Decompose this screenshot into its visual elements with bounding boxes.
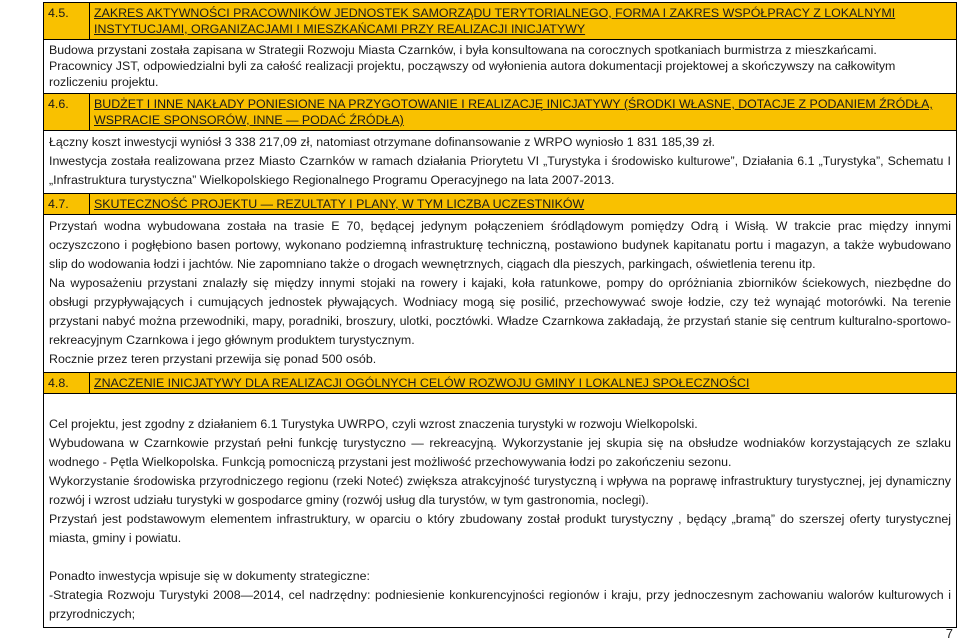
section-title: ZAKRES AKTYWNOŚCI PRACOWNIKÓW JEDNOSTEK SAMORZĄDU TERYTORIALNEGO, FORMA I ZAKRES WSPÓŁPRACY Z LOKALNYMI INSTYTUCJAMI, ORGANIZACJAMI I MIESZKAŃCAMI PRZY REALIZACJI INICJATYWY [90,3,957,40]
paragraph: Cel projektu, jest zgodny z działaniem 6.1 Turystyka UWRPO, czyli wzrost znaczenia turystyki w rozwoju Wielkopolski. [49,417,698,431]
section-number: 4.8. [44,373,90,394]
section-number: 4.7. [44,194,90,215]
section-title: SKUTECZNOŚĆ PROJEKTU — REZULTATY I PLANY, W TYM LICZBA UCZESTNIKÓW [90,194,957,215]
section-body [44,131,957,194]
page-number: 7 [945,626,953,641]
report-table [43,2,957,628]
paragraph: Wybudowana w Czarnkowie przystań pełni funkcję turystyczno — rekreacyjną. Wykorzystanie jej skupia się na obsłudze wodniaków korzystających ze szlaku wodnego - Pętla Wielkopolska. Funkcją pomocniczą przystani jest możliwość przechowywania łodzi po zakończeniu sezonu. [49,436,951,469]
paragraph: Budowa przystani została zapisana w Strategii Rozwoju Miasta Czarnków, i była konsultowana na corocznych spotkaniach burmistrza z mieszkańcami. [49,43,877,57]
section-body-row [44,131,957,194]
section-body-row [44,394,957,628]
section-body-row [44,215,957,373]
paragraph: Wykorzystanie środowiska przyrodniczego regionu (rzeki Noteć) zwiększa atrakcyjność turystyczną i wpływa na poprawę infrastruktury turystycznej, jej dynamiczny rozwój i wzrost udziału turystyki w gospodarce gminy (rozwój usług dla turystów, w tym gastronomia, noclegi). [49,474,951,507]
section-title: ZNACZENIE INICJATYWY DLA REALIZACJI OGÓLNYCH CELÓW ROZWOJU GMINY I LOKALNEJ SPOŁECZNOŚCI [90,373,957,394]
section-title: BUDŻET I INNE NAKŁADY PONIESIONE NA PRZYGOTOWANIE I REALIZACJĘ INICJATYWY (ŚRODKI WŁASNE, DOTACJE Z PODANIEM ŹRÓDŁA, WSPRACIE SPONSORÓW, INNE — PODAĆ ŹRÓDŁA) [90,94,957,131]
spacer [49,396,951,415]
section-number: 4.6. [44,94,90,131]
section-number: 4.5. [44,3,90,40]
section-body-row [44,40,957,94]
paragraph: Inwestycja została realizowana przez Miasto Czarnków w ramach działania Priorytetu VI „Turystyka i środowisko kulturowe”, Działania 6.1 „Turystyka”, Schematu I „Infrastruktura turystyczna” Wielkopolskiego Regionalnego Programu Operacyjnego na lata 2007-2013. [49,154,951,187]
paragraph: Przystań wodna wybudowana została na trasie E 70, będącej jedynym połączeniem śródlądowym pomiędzy Odrą i Wisłą. W trakcie prac między innymi oczyszczono i pogłębiono basen portowy, wykonano podziemną infrastrukturę techniczną, postawiono budynek kapitanatu portu i magazyn, a także wybudowano slip do wodowania łodzi i jachtów. Nie zapomniano także o drogach wewnętrznych, ciągach dla pieszych, parkingach, oświetlenia terenu itp. [49,219,951,271]
section-header-row [44,3,957,40]
section-header-row [44,94,957,131]
section-header-row [44,194,957,215]
paragraph: Na wyposażeniu przystani znalazły się między innymi stojaki na rowery i kajaki, koła ratunkowe, pompy do opróżniania zbiorników ściekowych, niezbędne do obsługi przypływających i cumujących jednostek pływających. Wodniacy mogą się posilić, przechowywać swoje łodzie, czy też wynająć motorówki. Na terenie przystani nabyć można przewodniki, mapy, poradniki, broszury, ulotki, pocztówki. Władze Czarnkowa zakładają, że przystań stanie się centrum kulturalno-sportowo-rekreacyjnym Czarnkowa i jego głównym produktem turystycznym. [49,276,951,347]
document-page [43,2,957,628]
section-header-row [44,373,957,394]
paragraph: Przystań jest podstawowym elementem infrastruktury, w oparciu o który zbudowany został produkt turystyczny , będący „bramą” do szerszej oferty turystycznej miasta, gminy i powiatu. [49,512,951,545]
paragraph: Łączny koszt inwestycji wyniósł 3 338 217,09 zł, natomiast otrzymane dofinansowanie z WRPO wyniosło 1 831 185,39 zł. [49,135,715,149]
paragraph: -Strategia Rozwoju Turystyki 2008—2014, cel nadrzędny: podniesienie konkurencyjności regionów i kraju, przy jednoczesnym zachowaniu walorów kulturowych i przyrodniczych; [49,588,951,621]
paragraph: Ponadto inwestycja wpisuje się w dokumenty strategiczne: [49,569,370,583]
section-body [44,394,957,628]
spacer [49,548,951,567]
section-body [44,40,957,94]
paragraph: Pracownicy JST, odpowiedzialni byli za całość realizacji projektu, począwszy od wyłonienia autora dokumentacji projektowej a skończywszy na całkowitym rozliczeniu projektu. [49,59,896,89]
paragraph: Rocznie przez teren przystani przewija się ponad 500 osób. [49,352,377,366]
section-body [44,215,957,373]
